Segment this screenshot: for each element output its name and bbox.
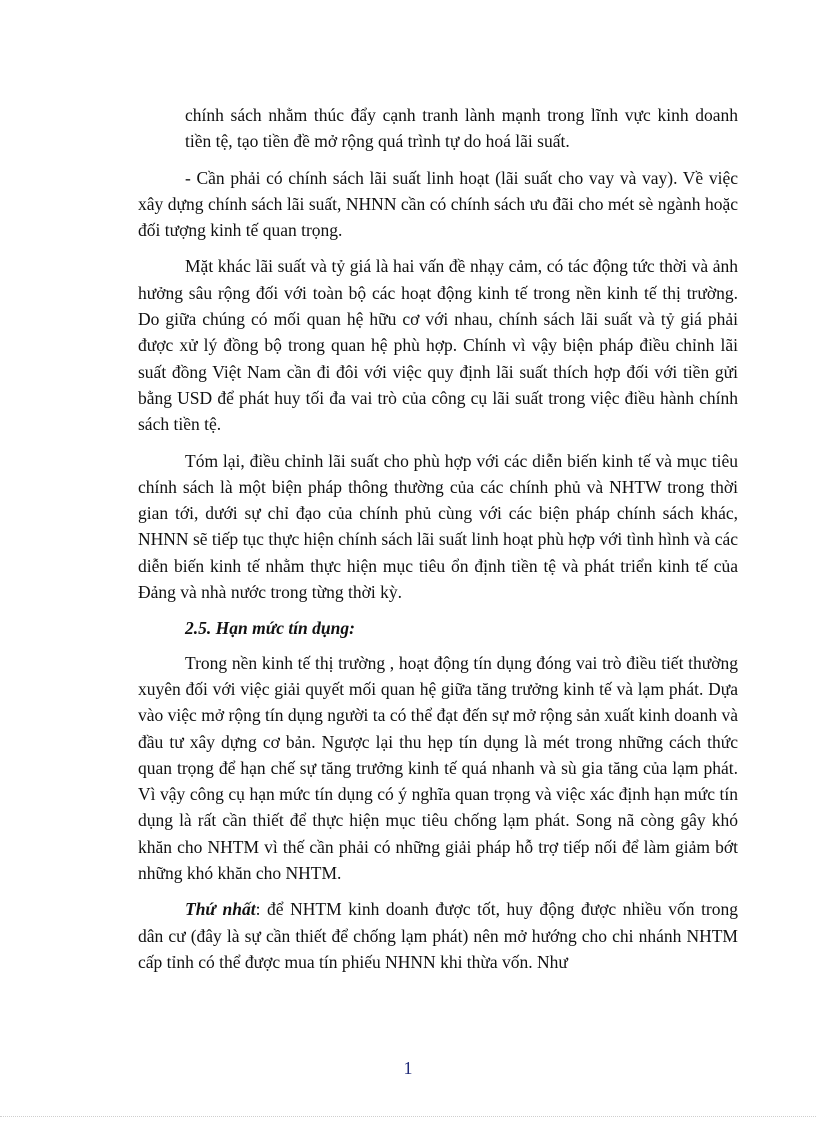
paragraph-text-3: Mặt khác lãi suất và tỷ giá là hai vấn đề nhạy cảm, có tác động tức thời và ảnh hưởng sâu rộng đối với toàn bộ các hoạt động kinh tế trong nền kinh tế thị trường. Do giữa chúng có mối quan hệ hữu cơ với nhau, chính sách lãi suất và tỷ giá phải được xử lý đồng bộ trong quan hệ phù hợp. Chính vì vậy biện pháp điều chỉnh lãi suất đồng Việt Nam cần đi đôi với việc quy định lãi suất thích hợp đối với tiền gửi bằng USD để phát huy tối đa vai trò của công cụ lãi suất trong việc điều hành chính sách tiền tệ. <box>138 256 738 435</box>
paragraph-text-4: Tóm lại, điều chỉnh lãi suất cho phù hợp với các diễn biến kinh tế và mục tiêu chính sách là một biện pháp thông thường của các chính phủ và NHTW trong thời gian tới, dưới sự chỉ đạo của chính phủ cùng với các biện pháp chính sách khác, NHNN sẽ tiếp tục thực hiện chính sách lãi suất linh hoạt phù hợp với tình hình và các diễn biến kinh tế nhằm thực hiện mục tiêu ổn định tiền tệ và phát triển kinh tế của Đảng và nhà nước trong từng thời kỳ. <box>138 450 738 603</box>
paragraph-bullet-interest-policy <box>138 165 738 244</box>
document-body <box>138 102 739 985</box>
page-bottom-divider <box>0 1116 816 1117</box>
page-number: 1 <box>403 1058 413 1078</box>
paragraph-text-2: - Cần phải có chính sách lãi suất linh hoạt (lãi suất cho vay và vay). Về việc xây dựng chính sách lãi suất, NHNN cần có chính sách ưu đãi cho mét sè ngành hoặc đối tượng kinh tế quan trọng. <box>138 167 738 241</box>
emphasis-lead: Thứ nhất <box>185 899 256 920</box>
paragraph-text-6: : để NHTM kinh doanh được tốt, huy động được nhiều vốn trong dân cư (đây là sự cần thiết để chống lạm phát) nên mở hướng cho chi nhánh NHTM cấp tỉnh có thể được mua tín phiếu NHNN khi thừa vốn. Như <box>138 899 739 972</box>
paragraph-interest-exchange-rate <box>138 253 738 437</box>
section-heading: 2.5. Hạn mức tín dụng: <box>185 618 355 639</box>
paragraph-credit-limit <box>138 650 738 887</box>
paragraph-summary <box>138 448 738 606</box>
paragraph-continued <box>185 102 738 155</box>
paragraph-text-5: Trong nền kinh tế thị trường , hoạt động tín dụng đóng vai trò điều tiết thường xuyên đối với việc giải quyết mối quan hệ giữa tăng trưởng kinh tế và lạm phát. Dựa vào việc mở rộng tín dụng người ta có thể đạt đến sự mở rộng sản xuất kinh doanh và đầu tư xây dựng cơ bản. Ngược lại thu hẹp tín dụng là mét trong những cách thức quan trọng để hạn chế sự tăng trưởng kinh tế quá nhanh và sù gia tăng của lạm phát. Vì vậy công cụ hạn mức tín dụng có ý nghĩa quan trọng và việc xác định hạn mức tín dụng là rất cần thiết để thực hiện mục tiêu chống lạm phát. Song nã còng gây khó khăn cho NHTM vì thế cần phải có những giải pháp hỗ trợ tiếp nối để làm giảm bớt những khó khăn cho NHTM. <box>138 652 738 884</box>
paragraph-text-1: chính sách nhằm thúc đẩy cạnh tranh lành mạnh trong lĩnh vực kinh doanh tiền tệ, tạo tiền đề mở rộng quá trình tự do hoá lãi suất. <box>185 105 738 152</box>
paragraph-first-point <box>138 896 738 975</box>
